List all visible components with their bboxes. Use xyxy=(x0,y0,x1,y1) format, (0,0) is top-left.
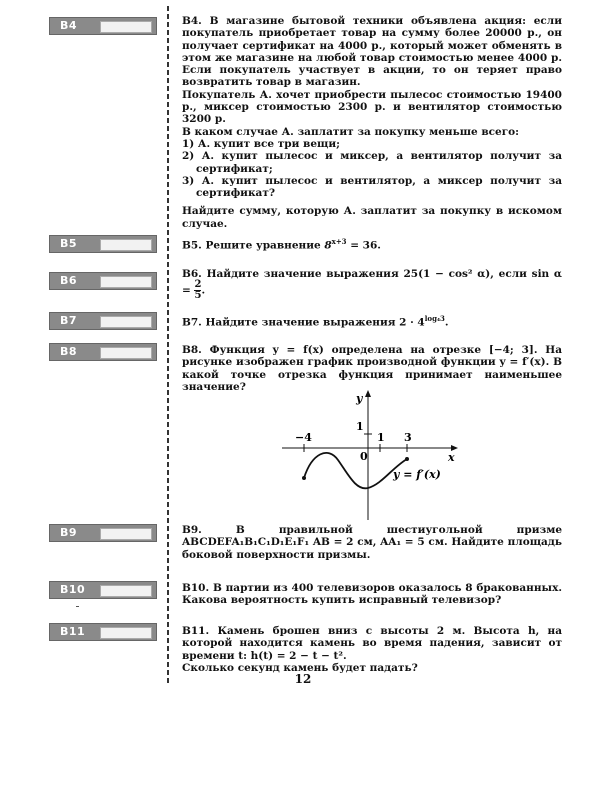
tag-label: B8 xyxy=(60,345,78,358)
tag-label: B6 xyxy=(60,274,78,287)
math-expression: = 36. xyxy=(346,239,381,252)
math-expression: , если sin α = xyxy=(182,268,563,297)
math-expression: 25(1 − cos² α) xyxy=(403,268,491,280)
problem-text: Решите уравнение xyxy=(205,239,321,252)
curve-endpoint xyxy=(405,457,409,461)
scan-mark xyxy=(76,606,79,607)
problem-number: B11. xyxy=(182,625,210,637)
answer-tag-b9 xyxy=(49,524,157,542)
problem-text: Камень брошен вниз с высоты 2 м. Высота h, на которой находится камень во время падения, зависит от времени t: h(t) = 2 − t − t². xyxy=(182,625,562,662)
curve-endpoint xyxy=(302,476,306,480)
derivative-curve xyxy=(304,453,407,488)
fraction-numerator: 2 xyxy=(194,279,202,291)
problem-b9 xyxy=(182,524,562,561)
answer-tag-b5 xyxy=(49,235,157,253)
tag-label: B11 xyxy=(60,625,86,638)
math-expression: . xyxy=(444,316,449,329)
origin-label: 0 xyxy=(360,450,368,463)
option-2: 2) А. купит пылесос и миксер, а вентилятор получит за сертификат; xyxy=(182,150,562,175)
option-3: 3) А. купит пылесос и вентилятор, а миксер получит за сертификат? xyxy=(182,174,562,200)
problem-b5 xyxy=(182,236,562,252)
problem-number: B5. xyxy=(182,239,202,252)
answer-tag-b7 xyxy=(49,312,157,330)
problem-b6 xyxy=(182,268,562,301)
problem-b4 xyxy=(182,15,562,230)
math-exponent: x+3 xyxy=(331,237,347,246)
answer-box[interactable] xyxy=(100,239,152,251)
math-expression: 8 xyxy=(324,239,332,252)
fraction-denominator: 5 xyxy=(194,290,202,302)
derivative-graph xyxy=(280,388,460,523)
answer-tag-b8 xyxy=(49,343,157,361)
answer-box[interactable] xyxy=(100,316,152,328)
tag-label: B9 xyxy=(60,526,78,539)
problem-text: В партии из 400 телевизоров оказалось 8 бракованных. Какова вероятность купить исправный телевизор? xyxy=(182,582,562,607)
problem-b10 xyxy=(182,582,562,607)
curve-label: y = f′(x) xyxy=(393,468,441,481)
problem-question: Найдите сумму, которую А. заплатит за покупку в искомом случае. xyxy=(182,205,562,230)
math-expression: . xyxy=(201,284,206,297)
page-number: 12 xyxy=(294,672,312,686)
answer-box[interactable] xyxy=(100,21,152,33)
answer-tag-b4 xyxy=(49,17,157,35)
margin-divider xyxy=(167,6,169,686)
answer-box[interactable] xyxy=(100,276,152,288)
answer-tag-b6 xyxy=(49,272,157,290)
tick-label: 3 xyxy=(404,431,412,444)
problem-text: Покупатель А. хочет приобрести пылесос стоимостью 19400 р., миксер стоимостью 2300 р. и вентилятор стоимостью 3200 р. xyxy=(182,88,562,126)
problem-text: В магазине бытовой техники объявлена акция: если покупатель приобретает товар на сумму более 20000 р., он получает сертификат на 4000 р., который может обменять в этом же магазине на любой товар стоимостью менее 4000 р. Если покупатель участвует в акции, то он теряет право возвратить товар в магазин. xyxy=(182,15,562,89)
answer-box[interactable] xyxy=(100,585,152,597)
problem-text: Функция y = f(x) определена на отрезке [−4; 3]. На рисунке изображен график производной функции y = f′(x). В какой точке отрезка функция принимает наименьшее значение? xyxy=(182,344,562,393)
tag-label: B5 xyxy=(60,237,78,250)
y-axis-label: y xyxy=(356,392,363,405)
problem-number: B6. xyxy=(182,268,202,280)
tag-label: B10 xyxy=(60,583,86,596)
y-axis-arrow xyxy=(365,390,371,397)
option-1: 1) А. купит все три вещи; xyxy=(182,137,341,150)
problem-text: Найдите значение выражения xyxy=(206,268,399,280)
problem-text: Найдите значение выражения xyxy=(205,316,396,329)
tick-label: −4 xyxy=(295,431,312,444)
problem-b8 xyxy=(182,344,562,393)
tag-label: B4 xyxy=(60,19,78,32)
answer-tag-b11 xyxy=(49,623,157,641)
tag-label: B7 xyxy=(60,314,78,327)
problem-number: B10. xyxy=(182,582,210,594)
problem-number: B7. xyxy=(182,316,202,329)
x-axis-label: x xyxy=(448,451,455,464)
problem-number: B8. xyxy=(182,344,202,356)
problem-number: B4. xyxy=(182,15,202,27)
problem-text: В правильной шестиугольной призме ABCDEFA₁B₁C₁D₁E₁F₁ AB = 2 см, AA₁ = 5 см. Найдите площадь боковой поверхности призмы. xyxy=(182,524,562,561)
answer-tag-b10 xyxy=(49,581,157,599)
problem-text: В каком случае А. заплатит за покупку меньше всего: xyxy=(182,125,520,138)
tick-label: 1 xyxy=(356,420,364,433)
answer-box[interactable] xyxy=(100,627,152,639)
problem-b11 xyxy=(182,625,562,674)
problem-b7 xyxy=(182,313,562,329)
problem-number: B9. xyxy=(182,524,202,536)
problem-question: Сколько секунд камень будет падать? xyxy=(182,661,418,674)
math-expression: 2 · 4 xyxy=(399,316,425,329)
answer-box[interactable] xyxy=(100,347,152,359)
math-exponent: log₄3 xyxy=(424,314,445,323)
answer-box[interactable] xyxy=(100,528,152,540)
tick-label: 1 xyxy=(377,431,385,444)
